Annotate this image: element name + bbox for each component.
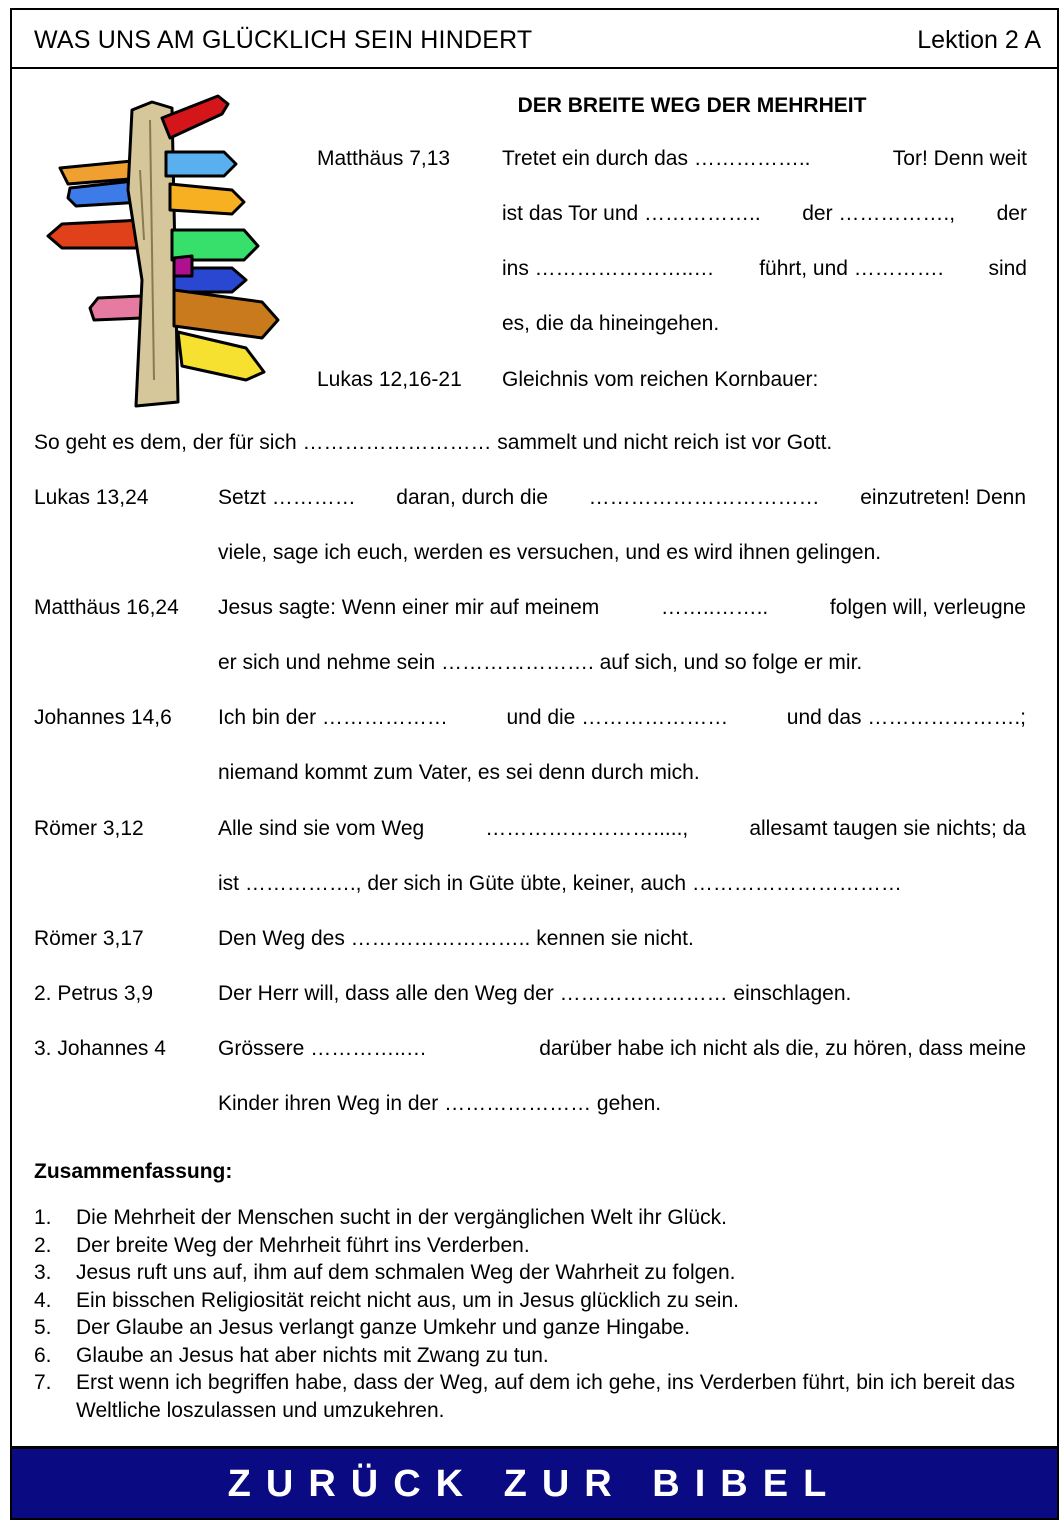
header bbox=[12, 10, 1057, 69]
text-fragment: daran, durch die bbox=[396, 486, 549, 509]
item-text: Erst wenn ich begriffen habe, dass der Weg, auf dem ich gehe, ins Verderben führt, bin ich bereit das Weltliche loszulassen und umzukehren. bbox=[76, 1371, 1015, 1422]
list-item bbox=[34, 1259, 1034, 1287]
text-fragment: Kinder ihren Weg in der ………………… gehen. bbox=[218, 1092, 662, 1115]
text-fragment: allesamt taugen sie nichts; da bbox=[749, 817, 1026, 840]
item-number: 1. bbox=[34, 1206, 52, 1229]
fill-in-line bbox=[34, 415, 1034, 470]
text-fragment: folgen will, verleugne bbox=[829, 596, 1026, 619]
verse-text bbox=[218, 690, 1026, 800]
text-fragment: Alle sind sie vom Weg bbox=[218, 817, 425, 840]
text-fragment: ist ……………., der sich in Güte übte, keiner, auch ………………………… bbox=[218, 872, 902, 895]
list-item bbox=[34, 1232, 1034, 1260]
text-fragment: und die ………………… bbox=[506, 706, 729, 729]
verse-block-roemer-3-12 bbox=[34, 801, 1034, 911]
verse-block-3-johannes-4 bbox=[34, 1021, 1034, 1131]
item-number: 7. bbox=[34, 1371, 52, 1394]
text-fragment: der ……………., bbox=[802, 202, 956, 225]
text-fragment: er sich und nehme sein …………………. auf sich, und so folge er mir. bbox=[218, 651, 863, 674]
text-fragment: sind bbox=[988, 257, 1027, 280]
list-item bbox=[34, 1369, 1034, 1424]
text-fragment: ist das Tor und …………….. bbox=[502, 202, 761, 225]
verse-reference: Römer 3,17 bbox=[34, 927, 144, 950]
verse-reference: 2. Petrus 3,9 bbox=[34, 982, 154, 1005]
text-fragment: Tretet ein durch das …………….. bbox=[502, 147, 811, 170]
footer-banner: ZURÜCK ZUR BIBEL bbox=[12, 1446, 1057, 1518]
text-fragment: niemand kommt zum Vater, es sei denn durch mich. bbox=[218, 761, 700, 784]
item-number: 3. bbox=[34, 1261, 52, 1284]
verse-reference: 3. Johannes 4 bbox=[34, 1037, 166, 1060]
verse-block-roemer-3-17 bbox=[34, 911, 1034, 966]
item-text: Jesus ruft uns auf, ihm auf dem schmalen Weg der Wahrheit zu folgen. bbox=[76, 1261, 736, 1284]
verse-block-2-petrus-3-9 bbox=[34, 966, 1034, 1021]
verse-reference: Johannes 14,6 bbox=[34, 706, 172, 729]
text-fragment: ins …………………..… bbox=[502, 257, 715, 280]
lesson-label: Lektion 2 A bbox=[917, 26, 1041, 54]
summary-list bbox=[34, 1204, 1034, 1424]
verse-reference: Römer 3,12 bbox=[34, 817, 144, 840]
verse-reference: Lukas 12,16-21 bbox=[317, 368, 462, 391]
text-fragment: …………………………… bbox=[588, 486, 820, 509]
verse-block-lukas-12-16 bbox=[317, 352, 1037, 407]
verse-block-lukas-13-24 bbox=[34, 470, 1034, 580]
worksheet-page bbox=[10, 8, 1059, 1520]
verse-block-matthaeus-7-13 bbox=[317, 131, 1037, 361]
item-text: Glaube an Jesus hat aber nichts mit Zwang zu tun. bbox=[76, 1343, 549, 1367]
text-fragment: der bbox=[996, 202, 1027, 225]
text-fragment: Setzt ………… bbox=[218, 486, 356, 509]
text-fragment: und das ………………….; bbox=[786, 706, 1026, 729]
text-fragment: ……..…….. bbox=[660, 596, 769, 619]
summary-title: Zusammenfassung: bbox=[34, 1160, 233, 1183]
line-text: So geht es dem, der für sich ……………………… sammelt und nicht reich ist vor Gott. bbox=[34, 431, 833, 454]
verse-text bbox=[218, 470, 1026, 580]
text-fragment: Tor! Denn weit bbox=[892, 147, 1027, 170]
text-fragment: darüber habe ich nicht als die, zu hören, dass meine bbox=[539, 1037, 1026, 1060]
verse-text: Den Weg des …………………….. kennen sie nicht. bbox=[218, 927, 694, 950]
text-fragment: einzutreten! Denn bbox=[860, 486, 1026, 509]
text-fragment: Jesus sagte: Wenn einer mir auf meinem bbox=[218, 596, 600, 619]
verse-block-johannes-14-6 bbox=[34, 690, 1034, 800]
page-title: WAS UNS AM GLÜCKLICH SEIN HINDERT bbox=[34, 26, 533, 54]
item-number: 5. bbox=[34, 1316, 52, 1339]
verse-text: Der Herr will, dass alle den Weg der …………………… einschlagen. bbox=[218, 982, 852, 1005]
verse-text: Gleichnis vom reichen Kornbauer: bbox=[502, 368, 819, 391]
verse-block-matthaeus-16-24 bbox=[34, 580, 1034, 690]
verse-reference: Matthäus 7,13 bbox=[317, 147, 451, 170]
text-fragment: ……………………....., bbox=[485, 817, 689, 840]
text-fragment: es, die da hineingehen. bbox=[502, 312, 720, 335]
text-fragment: Grössere …………..… bbox=[218, 1037, 427, 1060]
item-number: 2. bbox=[34, 1233, 52, 1257]
verse-reference: Lukas 13,24 bbox=[34, 486, 149, 509]
list-item bbox=[34, 1287, 1034, 1315]
verse-text bbox=[218, 1021, 1026, 1131]
text-fragment: führt, und …………. bbox=[759, 257, 944, 280]
text-fragment: Ich bin der ……………… bbox=[218, 706, 448, 729]
item-number: 4. bbox=[34, 1288, 52, 1312]
item-number: 6. bbox=[34, 1343, 52, 1367]
text-fragment: viele, sage ich euch, werden es versuchen, und es wird ihnen gelingen. bbox=[218, 541, 882, 564]
item-text: Der Glaube an Jesus verlangt ganze Umkehr und ganze Hingabe. bbox=[76, 1316, 691, 1339]
verse-text bbox=[218, 801, 1026, 911]
verse-reference: Matthäus 16,24 bbox=[34, 596, 179, 619]
verse-text bbox=[218, 580, 1026, 690]
list-item bbox=[34, 1342, 1034, 1370]
section-title: DER BREITE WEG DER MEHRHEIT bbox=[517, 94, 867, 117]
signpost-icon bbox=[32, 80, 282, 410]
list-item bbox=[34, 1204, 1034, 1232]
list-item bbox=[34, 1314, 1034, 1342]
item-text: Die Mehrheit der Menschen sucht in der vergänglichen Welt ihr Glück. bbox=[76, 1206, 727, 1229]
item-text: Der breite Weg der Mehrheit führt ins Verderben. bbox=[76, 1233, 530, 1257]
item-text: Ein bisschen Religiosität reicht nicht aus, um in Jesus glücklich zu sein. bbox=[76, 1288, 739, 1312]
verse-text bbox=[502, 131, 1027, 351]
